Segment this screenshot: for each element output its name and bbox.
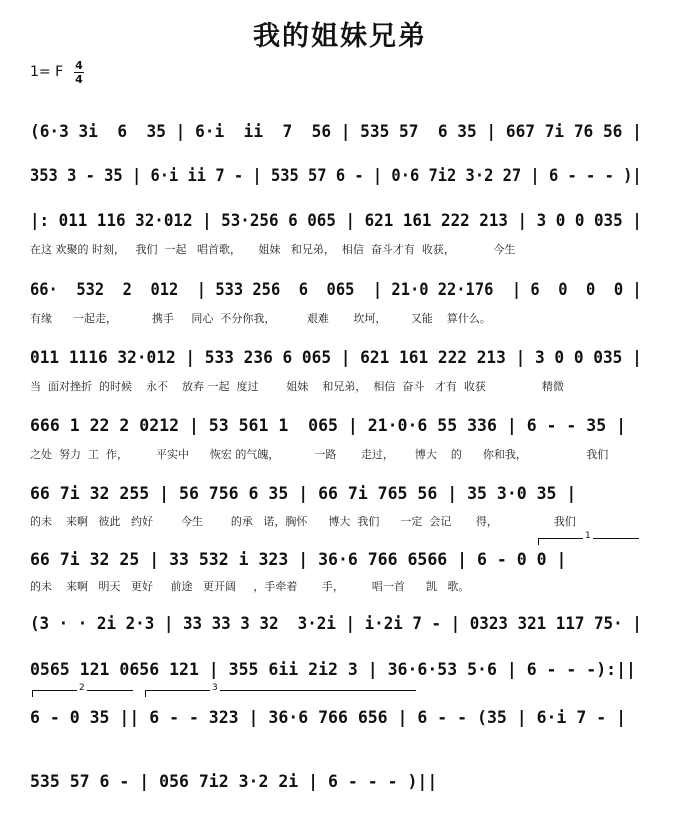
page-title: 我的姐妹兄弟: [253, 21, 427, 52]
time-signature: [74, 60, 84, 85]
notation-line-8: 66 7i 32 25 | 33 532 i 323 | 36·6 766 6566 | 6 - 0 0 |: [30, 550, 567, 569]
notation-line-7: 66 7i 32 255 | 56 756 6 35 | 66 7i 765 56 | 35 3·0 35 |: [30, 484, 577, 503]
volta-bracket-1: [538, 531, 639, 545]
notation-line-6: 666 1 22 2 0212 | 53 561 1 065 | 21·0·6 55 336 | 6 - - 35 |: [30, 416, 627, 435]
notation-line-4: 66· 532 2 012 | 533 256 6 065 | 21·0 22·176 | 6 0 0 0 |: [30, 280, 642, 299]
volta-label-2: 2: [79, 683, 85, 693]
notation-line-3: |: 011 116 32·012 | 53·256 6 065 | 621 161 222 213 | 3 0 0 035 |: [30, 211, 642, 230]
volta-bracket-2: [32, 683, 133, 697]
volta-label-3: 3: [212, 683, 218, 693]
notation-line-5: 011 1116 32·012 | 533 236 6 065 | 621 161 222 213 | 3 0 0 035 |: [30, 348, 642, 367]
volta-label-1: 1: [585, 531, 591, 541]
lyric-line-6: 的未 来啊 明天 更好 前途 更开阔 ，手牵着 手， 唱一首 凯 歌。: [30, 580, 470, 593]
time-signature-top: 4: [75, 59, 83, 72]
notation-line-11: 6 - 0 35 || 6 - - 323 | 36·6 766 656 | 6 - - (35 | 6·i 7 - |: [30, 708, 627, 727]
lyric-line-1: 在这 欢聚的 时刻， 我们 一起 唱首歌， 姐妹 和兄弟， 相信 奋斗才有 收获， 今生: [30, 243, 516, 256]
lyric-line-2: 有缘 一起走， 携手 同心 不分你我， 艰难 坎坷， 又能 算什么。: [30, 312, 491, 325]
notation-line-2: 353 3 - 35 | 6·i ii 7 - | 535 57 6 - | 0·6 7i2 3·2 27 | 6 - - - )|: [30, 166, 642, 185]
lyric-line-3: 当 面对挫折 的时候 永不 放弃 一起 度过 姐妹 和兄弟， 相信 奋斗 才有 收获 精微: [30, 380, 564, 393]
volta-bracket-3: [145, 683, 416, 697]
lyric-line-4: 之处 努力 工 作， 平实中 恢宏 的气魄， 一路 走过， 博大 的 你和我， 我们: [30, 448, 609, 461]
notation-line-1: (6·3 3i 6 35 | 6·i ii 7 56 | 535 57 6 35 | 667 7i 76 56 |: [30, 122, 642, 141]
notation-line-10: 0565 121 0656 121 | 355 6ii 2i2 3 | 36·6·53 5·6 | 6 - - -):||: [30, 660, 636, 679]
lyric-line-5: 的未 来啊 彼此 约好 今生 的承 诺，胸怀 博大 我们 一定 会记 得， 我们: [30, 515, 576, 528]
key-signature: 1= F: [30, 64, 64, 80]
time-signature-bottom: 4: [75, 73, 83, 86]
notation-line-12: 535 57 6 - | 056 7i2 3·2 2i | 6 - - - )||: [30, 772, 438, 791]
notation-line-9: (3 · · 2i 2·3 | 33 33 3 32 3·2i | i·2i 7 - | 0323 321 117 75· |: [30, 614, 642, 633]
